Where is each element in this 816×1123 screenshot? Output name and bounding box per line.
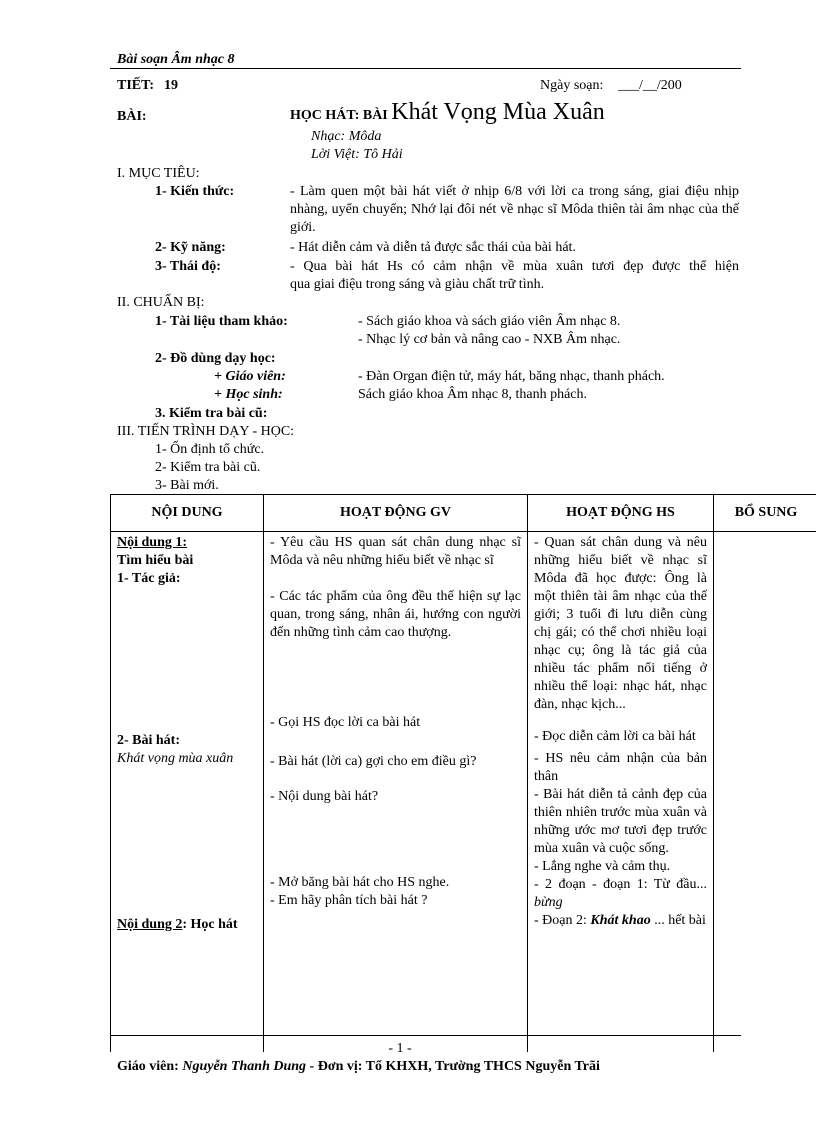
tac-gia-label: 1- Tác giả: xyxy=(117,571,181,586)
gv-activity-6: - Mở băng bài hát cho HS nghe. xyxy=(270,875,450,890)
gv-activity-2: - Các tác phẩm của ông đều thể hiện sự lạc quan, trong sáng, nhân ái, hướng con người đến những tình cảm cao thượng. xyxy=(270,589,521,640)
nd1-sub: Tìm hiểu bài xyxy=(117,553,194,568)
hoc-sinh-label: + Học sinh: xyxy=(214,387,283,402)
giao-vien-text: - Đàn Organ điện tử, máy hát, băng nhạc, thanh phách. xyxy=(358,369,665,384)
hs-activity-6-italic: bừng xyxy=(534,895,563,910)
page-number: - 1 - xyxy=(388,1041,412,1056)
gv-activity-5: - Nội dung bài hát? xyxy=(270,789,379,804)
nd1-title: Nội dung 1: xyxy=(117,535,188,550)
tiet-value: 19 xyxy=(164,78,178,93)
hs-activity-7-text: - Đoạn 2: xyxy=(534,913,591,928)
noi-dung-cell xyxy=(111,532,264,1053)
header-rule xyxy=(110,68,741,69)
nd2-title-rest: : Học hát xyxy=(182,917,238,932)
hs-activity-6-text: - 2 đoạn - đoạn 1: Từ đầu... xyxy=(534,877,707,892)
col-header-hoat-dong-gv: HOẠT ĐỘNG GV xyxy=(264,495,528,532)
doc-header-title: Bài soạn Âm nhạc 8 xyxy=(117,52,235,67)
step-1: 1- Ổn định tổ chức. xyxy=(155,442,265,457)
tai-lieu-2: - Nhạc lý cơ bản và nâng cao - NXB Âm nhạc. xyxy=(358,332,621,347)
bo-sung-cell xyxy=(714,532,816,1053)
gv-activity-4: - Bài hát (lời ca) gợi cho em điều gì? xyxy=(270,754,477,769)
tai-lieu-label: 1- Tài liệu tham khảo: xyxy=(155,314,288,329)
footer-unit: - Đơn vị: Tổ KHXH, Trường THCS Nguyễn Trãi xyxy=(309,1059,600,1074)
step-3: 3- Bài mới. xyxy=(155,478,219,493)
tiet-label: TIẾT: xyxy=(117,78,155,93)
gv-activity-1: - Yêu cầu HS quan sát chân dung nhạc sĩ Môda và nêu những hiểu biết về nhạc sĩ xyxy=(270,535,521,568)
music-by: Nhạc: Môda xyxy=(311,129,382,144)
nd2-title xyxy=(117,916,257,934)
hs-activity-3: - HS nêu cảm nhận của bản thân xyxy=(534,751,707,784)
nd2-title-underlined: Nội dung 2 xyxy=(117,917,183,932)
footer-teacher-name: Nguyễn Thanh Dung xyxy=(182,1059,307,1074)
table-row xyxy=(111,532,816,1053)
col-header-hoat-dong-hs: HOẠT ĐỘNG HS xyxy=(528,495,714,532)
hs-activity-1: - Quan sát chân dung và nêu những hiểu biết về nhạc sĩ Môda đã học được: Ông là một thiên tài âm nhạc của thế giới; 3 tuổi đi lưu diễn cùng chị gái; có thể chơi nhiều loại nhạc cụ; ông là tác giả của nhiều tác phẩm nổi tiếng ở nhiều thể loại: nhạc hát, nhạc đàn, nhạc kịch... xyxy=(534,535,707,712)
muc-tieu-heading: I. MỤC TIÊU: xyxy=(117,166,200,181)
bai-hat-name: Khát vọng mùa xuân xyxy=(117,751,234,766)
gv-activity-7: - Em hãy phân tích bài hát ? xyxy=(270,893,428,908)
thai-do-label: 3- Thái độ: xyxy=(155,259,221,274)
hs-activity-5: - Lắng nghe và cảm thụ. xyxy=(534,859,671,874)
song-title: Khát Vọng Mùa Xuân xyxy=(391,99,605,125)
hs-activity-6 xyxy=(534,876,707,912)
thai-do-text-1: - Qua bài hát Hs có cảm nhận về mùa xuân tươi đẹp được thể hiện xyxy=(290,259,739,274)
chuan-bi-heading: II. CHUẨN BỊ: xyxy=(117,295,205,310)
kien-thuc-text: - Làm quen một bài hát viết ở nhịp 6/8 với lời ca trong sáng, giai điệu nhịp nhàng, uyển chuyển; Nhớ lại đôi nét về nhạc sĩ Môda thiên tài âm nhạc của thế giới. xyxy=(290,184,739,235)
bai-label: BÀI: xyxy=(117,109,147,124)
ky-nang-text: - Hát diễn cảm và diễn tả được sắc thái của bài hát. xyxy=(290,240,576,255)
date-value: ___/__/200 xyxy=(618,78,682,93)
hs-activity-4: - Bài hát diễn tả cảnh đẹp của thiên nhiên trước mùa xuân và những ước mơ tươi đẹp trước mùa xuân và cuộc sống. xyxy=(534,787,707,856)
tien-trinh-heading: III. TIẾN TRÌNH DẠY - HỌC: xyxy=(117,424,295,439)
hs-activity-7 xyxy=(534,912,707,930)
step-2: 2- Kiểm tra bài cũ. xyxy=(155,460,261,475)
ky-nang-label: 2- Kỹ năng: xyxy=(155,240,226,255)
table-header-row xyxy=(111,495,816,532)
gv-cell xyxy=(264,532,528,1053)
giao-vien-label: + Giáo viên: xyxy=(214,369,286,384)
footer-teacher-label: Giáo viên: xyxy=(117,1059,179,1074)
footer-teacher-line xyxy=(117,1058,600,1076)
do-dung-label: 2- Đồ dùng dạy học: xyxy=(155,351,276,366)
lyrics-by: Lời Việt: Tô Hải xyxy=(311,147,403,162)
hs-activity-7-rest: ... hết bài xyxy=(650,913,706,928)
lesson-title xyxy=(290,98,605,130)
date-label: Ngày soạn: xyxy=(540,78,604,93)
gv-activity-3: - Gọi HS đọc lời ca bài hát xyxy=(270,715,421,730)
footer-rule xyxy=(110,1035,741,1036)
thai-do-text-2: qua giai điệu trong sáng và giàu chất trữ tình. xyxy=(290,277,545,292)
lesson-prefix: HỌC HÁT: BÀI xyxy=(290,108,388,123)
tai-lieu-1: - Sách giáo khoa và sách giáo viên Âm nhạc 8. xyxy=(358,314,621,329)
kien-thuc-label: 1- Kiến thức: xyxy=(155,184,235,199)
hoc-sinh-text: Sách giáo khoa Âm nhạc 8, thanh phách. xyxy=(358,387,587,402)
hs-activity-7-italic: Khát khao xyxy=(590,913,651,928)
hs-activity-2: - Đọc diễn cảm lời ca bài hát xyxy=(534,729,696,744)
hs-cell xyxy=(528,532,714,1053)
col-header-bo-sung: BỔ SUNG xyxy=(714,495,816,532)
lesson-table xyxy=(110,494,816,1052)
kiem-tra-label: 3. Kiểm tra bài cũ: xyxy=(155,406,268,421)
bai-hat-label: 2- Bài hát: xyxy=(117,733,180,748)
col-header-noi-dung: NỘI DUNG xyxy=(111,495,264,532)
